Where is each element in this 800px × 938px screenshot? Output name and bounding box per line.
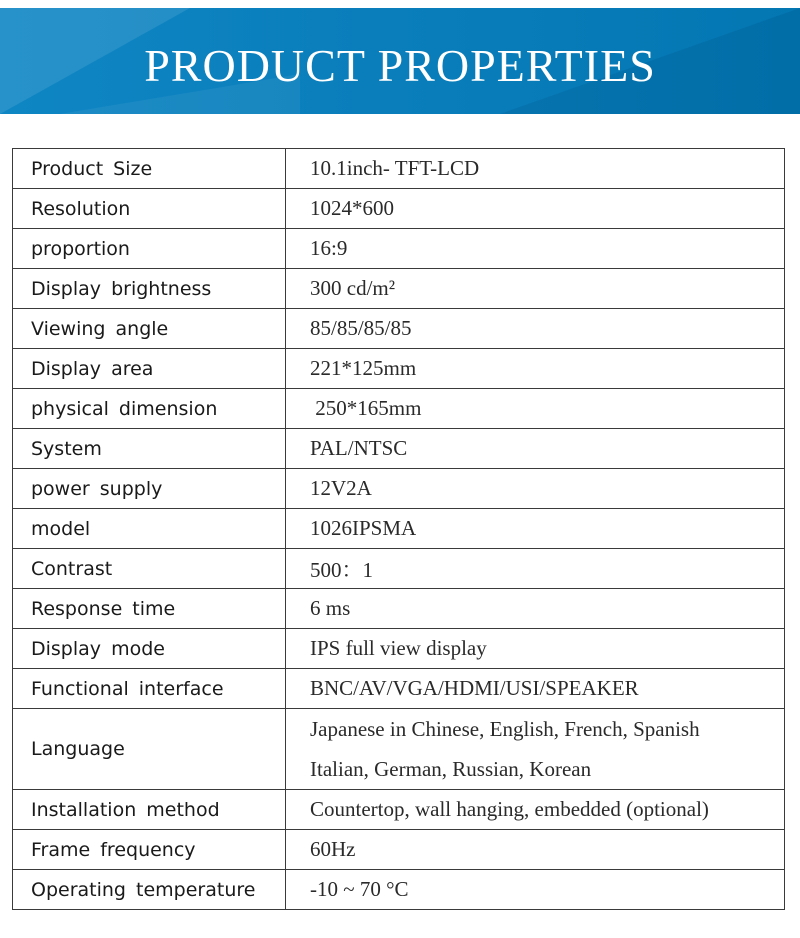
property-value: 6 ms — [286, 589, 785, 629]
property-value: -10 ~ 70 °C — [286, 870, 785, 910]
property-key: Functional interface — [13, 669, 286, 709]
table-row — [13, 349, 785, 389]
property-value: 1024*600 — [286, 189, 785, 229]
property-key: Product Size — [13, 149, 286, 189]
property-key: Display brightness — [13, 269, 286, 309]
property-value: 16:9 — [286, 229, 785, 269]
property-value: PAL/NTSC — [286, 429, 785, 469]
property-value — [286, 709, 785, 790]
property-value: 85/85/85/85 — [286, 309, 785, 349]
properties-table — [12, 148, 785, 910]
property-value: 12V2A — [286, 469, 785, 509]
table-row — [13, 149, 785, 189]
property-key: power supply — [13, 469, 286, 509]
property-key: Installation method — [13, 790, 286, 830]
property-value: 10.1inch- TFT-LCD — [286, 149, 785, 189]
table-row — [13, 589, 785, 629]
property-value: 250*165mm — [286, 389, 785, 429]
header-banner — [0, 8, 800, 114]
property-key: System — [13, 429, 286, 469]
property-key: proportion — [13, 229, 286, 269]
property-value: Countertop, wall hanging, embedded (optional) — [286, 790, 785, 830]
property-key: physical dimension — [13, 389, 286, 429]
property-key: Contrast — [13, 549, 286, 589]
table-row — [13, 429, 785, 469]
table-row — [13, 189, 785, 229]
property-value: 500：1 — [286, 549, 785, 589]
table-row — [13, 669, 785, 709]
property-key: Display area — [13, 349, 286, 389]
table-row — [13, 469, 785, 509]
table-row — [13, 629, 785, 669]
property-key: Language — [13, 709, 286, 790]
property-value: BNC/AV/VGA/HDMI/USI/SPEAKER — [286, 669, 785, 709]
property-key: Response time — [13, 589, 286, 629]
table-row — [13, 269, 785, 309]
property-value-line: Japanese in Chinese, English, French, Spanish — [310, 717, 700, 741]
property-value: 1026IPSMA — [286, 509, 785, 549]
table-row — [13, 830, 785, 870]
property-key: Resolution — [13, 189, 286, 229]
property-value: 221*125mm — [286, 349, 785, 389]
property-key: Frame frequency — [13, 830, 286, 870]
table-row — [13, 309, 785, 349]
table-row — [13, 709, 785, 790]
page-title: PRODUCT PROPERTIES — [144, 40, 656, 91]
property-key: model — [13, 509, 286, 549]
table-row — [13, 509, 785, 549]
table-row — [13, 229, 785, 269]
table-row — [13, 790, 785, 830]
table-row — [13, 870, 785, 910]
property-key: Viewing angle — [13, 309, 286, 349]
property-value: IPS full view display — [286, 629, 785, 669]
property-key: Display mode — [13, 629, 286, 669]
property-value: 60Hz — [286, 830, 785, 870]
property-key: Operating temperature — [13, 870, 286, 910]
table-row — [13, 389, 785, 429]
property-value: 300 cd/m² — [286, 269, 785, 309]
property-value-line: Italian, German, Russian, Korean — [310, 757, 592, 781]
table-row — [13, 549, 785, 589]
